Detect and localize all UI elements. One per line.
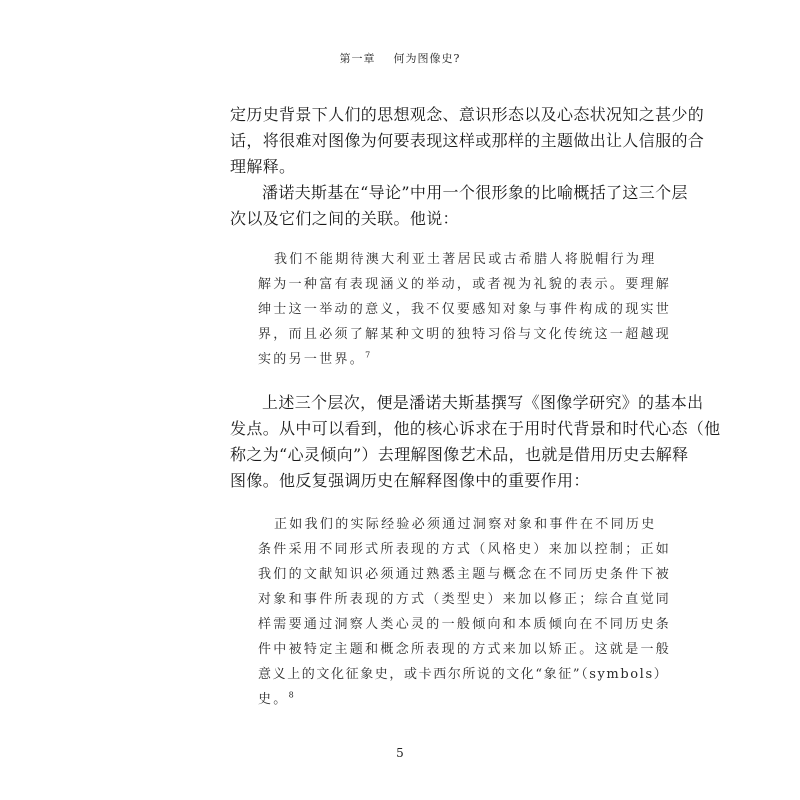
quote-2-line-6: 件中被特定主题和概念所表现的方式来加以矫正。这就是一般 [258,642,672,657]
quote-2-line-8 [258,688,294,707]
paragraph-2-line-1: 潘诺夫斯基在“导论”中用一个很形象的比喻概括了这三个层 [262,183,688,202]
paragraph-3-line-1: 上述三个层次，便是潘诺夫斯基撰写《图像学研究》的基本出 [262,393,704,412]
paragraph-1-line-3: 理解释。 [230,157,296,176]
quote-2-line-2: 条件采用不同形式所表现的方式（风格史）来加以控制；正如 [258,542,672,557]
quote-1-line-3: 绅士这一举动的意义，我不仅要感知对象与事件构成的现实世 [258,302,672,317]
paragraph-3-line-4: 图像。他反复强调历史在解释图像中的重要作用： [230,471,590,490]
header-chapter: 第一章 [339,52,376,65]
page-number: 5 [396,746,404,760]
quote-1-line-4: 界，而且必须了解某种文明的独特习俗与文化传统这一超越现 [258,327,672,342]
header-title: 何为图像史? [393,52,461,65]
paragraph-1-line-1: 定历史背景下人们的思想观念、意识形态以及心态状况知之甚少的 [230,105,705,124]
paragraph-3-line-2: 发点。从中可以看到，他的核心诉求在于用时代背景和时代心态（他 [230,419,721,438]
paragraph-1-line-2: 话，将很难对图像为何要表现这样或那样的主题做出让人信服的合 [230,131,705,150]
quote-1-line-5 [258,348,370,367]
quote-1-line-1: 我们不能期待澳大利亚土著居民或古希腊人将脱帽行为理 [274,252,657,267]
quote-1-line-2: 解为一种富有表现涵义的举动，或者视为礼貌的表示。要理解 [258,277,672,292]
quote-1-last-text: 实的另一世界。 [258,352,366,367]
quote-2-line-5: 样需要通过洞察人类心灵的一般倾向和本质倾向在不同历史条 [258,617,672,632]
quote-2-line-7: 意义上的文化征象史，或卡西尔所说的文化“象征”（symbols） [258,667,669,682]
paragraph-3-line-3: 称之为“心灵倾向”）去理解图像艺术品，也就是借用历史去解释 [230,445,689,464]
paragraph-2-line-2: 次以及它们之间的关联。他说： [230,209,459,228]
quote-2-line-1: 正如我们的实际经验必须通过洞察对象和事件在不同历史 [274,517,657,532]
footnote-ref-7: 7 [365,350,371,360]
quote-2-last-text: 史。 [258,692,289,707]
quote-2-line-3: 我们的文献知识必须通过熟悉主题与概念在不同历史条件下被 [258,567,672,582]
running-header [0,50,800,66]
quote-2-line-4: 对象和事件所表现的方式（类型史）来加以修正；综合直觉同 [258,592,672,607]
footnote-ref-8: 8 [288,690,294,700]
